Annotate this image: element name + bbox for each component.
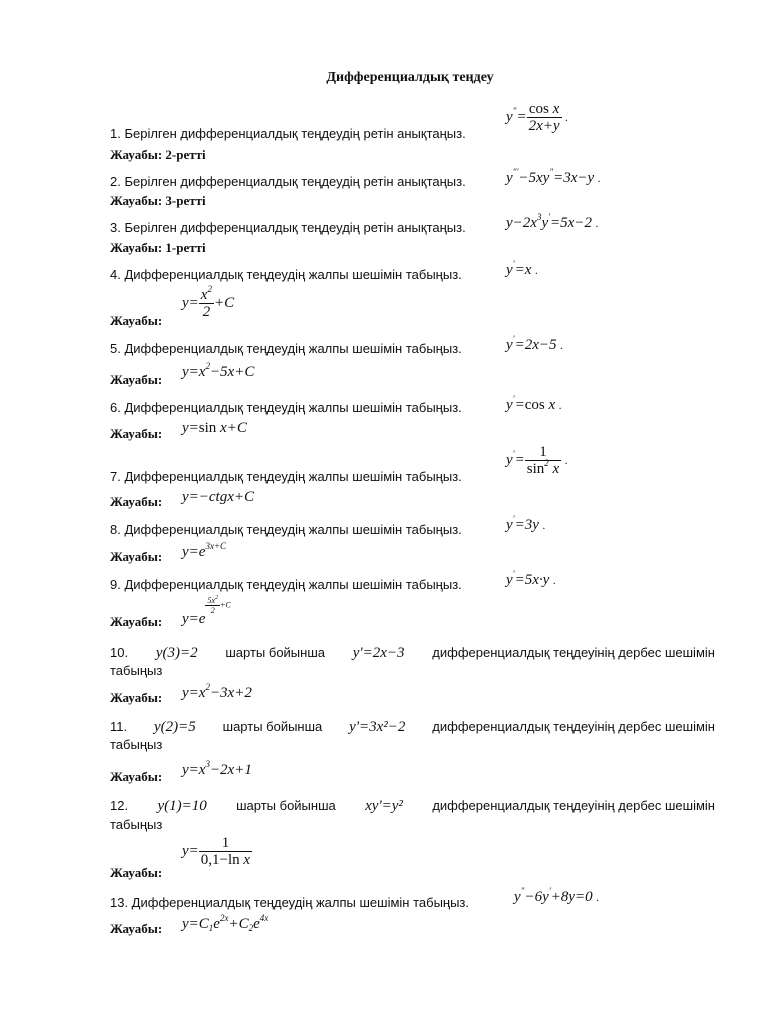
answer-12-label: Жауабы: [110,865,163,880]
page-title: Дифференциалдық теңдеу [326,70,494,85]
equation-12: xy'=y² [365,798,403,814]
question-11: 11. y(2)=5 шарты бойынша y'=3x²−2 дифференциалдық теңдеуінің дербес шешімін [110,719,715,735]
question-1: 1. Берілген дифференциалдық теңдеудің ретін анықтаңыз. [110,126,466,141]
answer-5-label: Жауабы: [110,372,163,387]
answer-3: Жауабы: 1-ретті [110,240,206,255]
equation-10: y'=2x−3 [352,645,405,661]
equation-5: y'=2x−5 . [506,334,564,353]
answer-4-label: Жауабы: [110,313,163,328]
condition-12: y(1)=10 [157,798,207,814]
answer-11-label: Жауабы: [110,769,163,784]
answer-11-formula: $y=x^3-2x+1$ [182,759,252,778]
question-2: 2. Берілген дифференциалдық теңдеудің ретін анықтаңыз. [110,174,466,189]
question-11-cont: табыңыз [110,737,163,752]
answer-7-label: Жауабы: [110,494,163,509]
answer-2: Жауабы: 3-ретті [110,193,206,208]
answer-13-formula: $y=C_1e^{2x}+C_2e^{4x}$ [182,913,269,933]
equation-8: y'=3y . [506,514,546,533]
condition-11: y(2)=5 [153,719,196,735]
answer-8-formula: $y=e^{3x+C}$ [182,541,227,560]
question-4: 4. Дифференциалдық теңдеудің жалпы шешімін табыңыз. [110,267,462,282]
answer-10-label: Жауабы: [110,690,163,705]
question-6: 6. Дифференциалдық теңдеудің жалпы шешімін табыңыз. [110,400,462,415]
question-7: 7. Дифференциалдық теңдеудің жалпы шешімін табыңыз. [110,469,462,484]
equation-13: y"−6y'+8y=0 . [514,886,600,905]
answer-9-label: Жауабы: [110,614,163,629]
equation-6: y'=cos x . [506,394,562,413]
equation-1: y"= $\frac{\text{cos x}}{2x+y}$ . [506,101,569,134]
question-10-cont: табыңыз [110,663,163,678]
equation-9: y'=5x·y . [506,569,557,588]
question-3: 3. Берілген дифференциалдық теңдеудің ретін анықтаңыз. [110,220,466,235]
answer-9-formula: y=e $\frac{5x^2}{2}$ +C [182,595,231,627]
equation-11: y'=3x²−2 [349,719,406,735]
answer-6-formula: y=sin x+C [182,420,247,436]
question-5: 5. Дифференциалдық теңдеудің жалпы шешімін табыңыз. [110,341,462,356]
condition-10: y(3)=2 [155,645,198,661]
answer-8-label: Жауабы: [110,549,163,564]
question-12: 12. y(1)=10 шарты бойынша xy'=y² дифференциалдық теңдеуінің дербес шешімін [110,798,715,814]
answer-5-formula: $y=x^2-5x+C$ [182,361,255,380]
question-12-cont: табыңыз [110,817,163,832]
equation-4: y'=x . [506,259,539,278]
answer-4-formula: y= $\frac{x^2}{2}$ +C [182,284,235,320]
question-13: 13. Дифференциалдық теңдеудің жалпы шешімін табыңыз. [110,895,470,910]
answer-12-formula: y= $\frac{1}{\text{0,1−ln x}}$ [182,835,251,868]
equation-2: y"'−5xy"=3x−y . [506,167,601,186]
answer-13-label: Жауабы: [110,921,163,936]
answer-1: Жауабы: 2-ретті [110,147,206,162]
answer-10-formula: $y=x^2-3x+2$ [182,682,252,701]
equation-7: y'= $\frac{1}{\sin^2 x}$ . [506,444,568,477]
question-8: 8. Дифференциалдық теңдеудің жалпы шешімін табыңыз. [110,522,462,537]
question-9: 9. Дифференциалдық теңдеудің жалпы шешімін табыңыз. [110,577,462,592]
question-10: 10. y(3)=2 шарты бойынша y'=2x−3 дифференциалдық теңдеуінің дербес шешімін [110,645,715,661]
equation-3: $y-2x^3y'=5x-2$ . [506,212,599,231]
answer-7-formula: y=−ctgx+C [182,489,255,505]
answer-6-label: Жауабы: [110,426,163,441]
